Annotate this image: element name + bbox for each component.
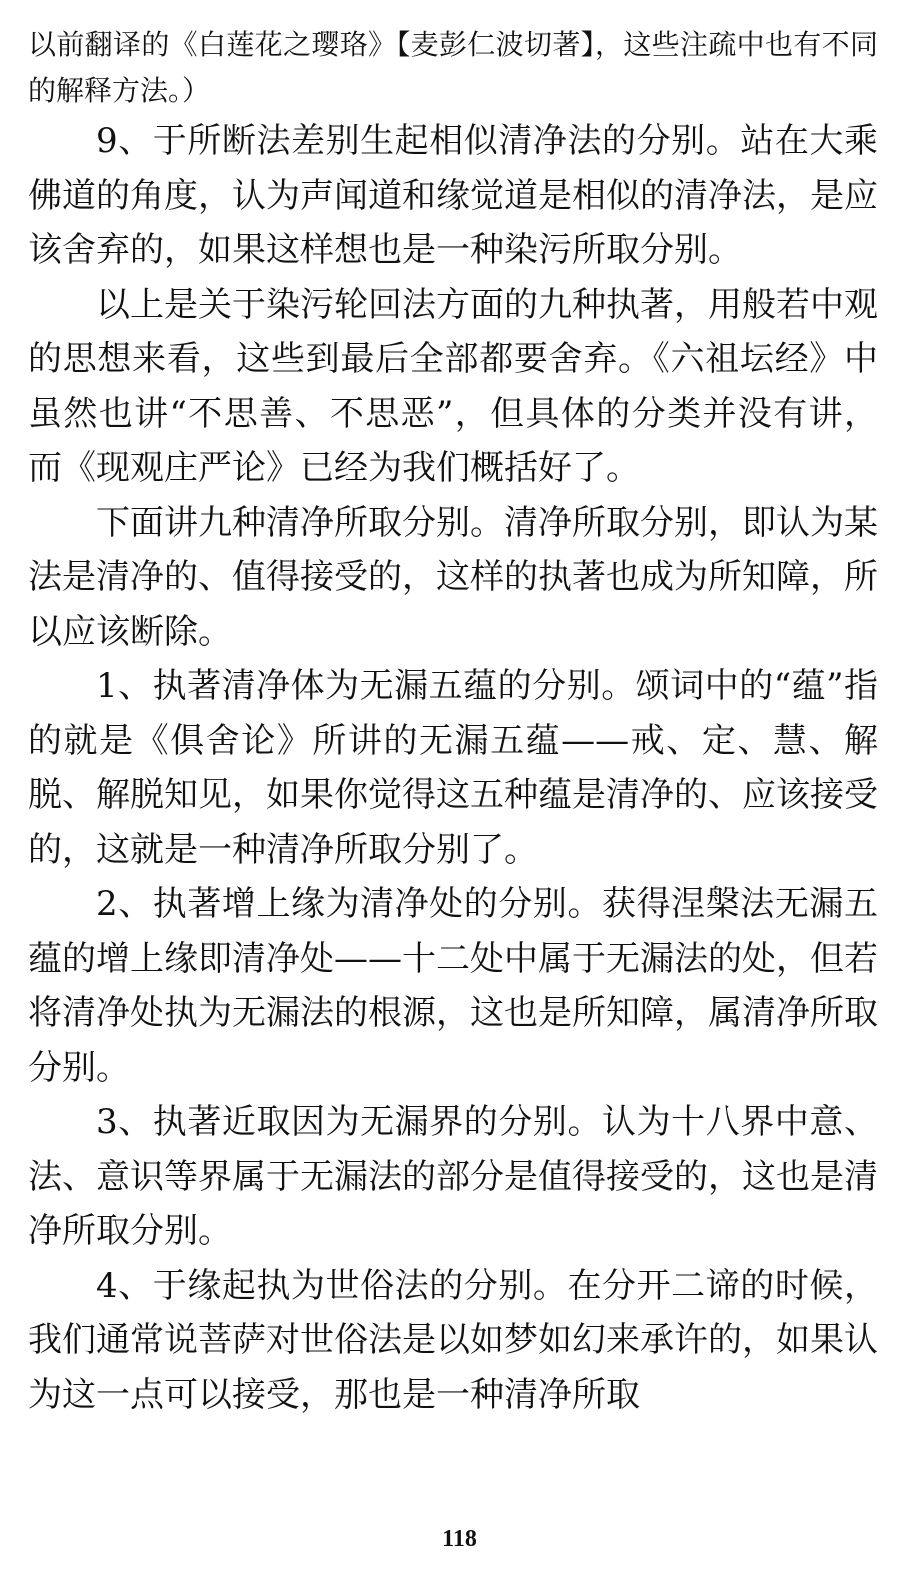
document-page [28,22,878,1422]
paragraph-summary: 以上是关于染污轮回法方面的九种执著，用般若中观的思想来看，这些到最后全部都要舍弃。《六祖坛经》中虽然也讲“不思善、不思恶”，但具体的分类并没有讲，而《现观庄严论》已经为我们概括好了。 [28,284,878,488]
paragraph-pure-4: 4、于缘起执为世俗法的分别。在分开二谛的时候，我们通常说菩萨对世俗法是以如梦如幻来承许的，如果认为这一点可以接受，那也是一种清净所取 [28,1265,878,1415]
paragraph-pure-2: 2、执著增上缘为清净处的分别。获得涅槃法无漏五蕴的增上缘即清净处——十二处中属于无漏法的处，但若将清净处执为无漏法的根源，这也是所知障，属清净所取分别。 [28,884,878,1088]
footnote-continuation: 以前翻译的《白莲花之璎珞》【麦彭仁波切著】，这些注疏中也有不同的解释方法。） [28,28,878,107]
paragraph-impure-9: 9、于所断法差别生起相似清净法的分别。站在大乘佛道的角度，认为声闻道和缘觉道是相似的清净法，是应该舍弃的，如果这样想也是一种染污所取分别。 [28,121,878,270]
page-number: 118 [442,1526,477,1552]
paragraph-pure-1: 1、执著清净体为无漏五蕴的分别。颂词中的“蕴”指的就是《俱舍论》所讲的无漏五蕴——戒、定、慧、解脱、解脱知见，如果你觉得这五种蕴是清净的、应该接受的，这就是一种清净所取分别了。 [28,666,878,870]
paragraph-pure-intro: 下面讲九种清净所取分别。清净所取分别，即认为某法是清净的、值得接受的，这样的执著也成为所知障，所以应该断除。 [28,502,878,652]
paragraph-pure-3: 3、执著近取因为无漏界的分别。认为十八界中意、法、意识等界属于无漏法的部分是值得接受的，这也是清净所取分别。 [28,1102,878,1251]
